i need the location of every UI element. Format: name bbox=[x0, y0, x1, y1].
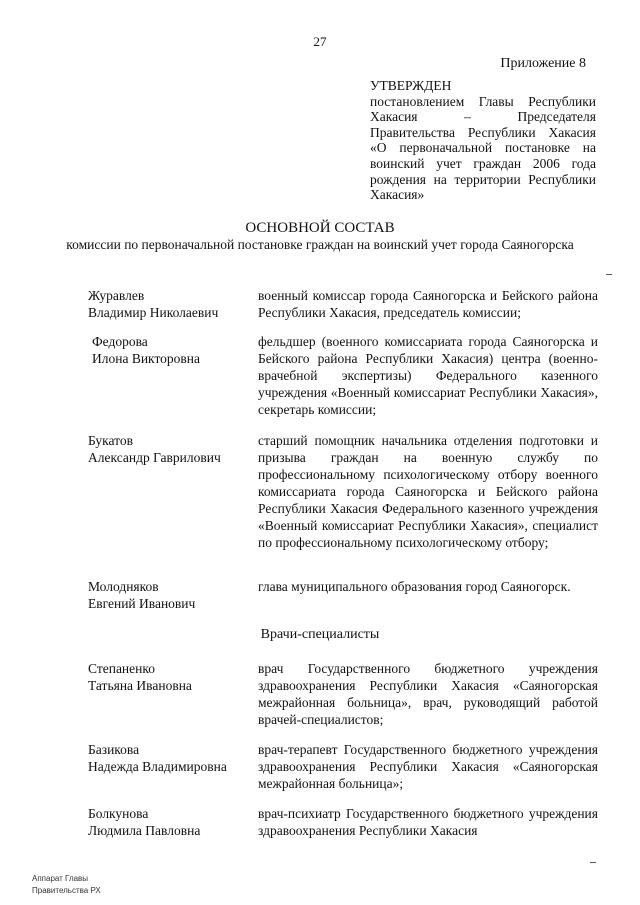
footer-stamp bbox=[32, 873, 101, 897]
member-surname: Молодняков bbox=[88, 579, 159, 594]
doctor-name bbox=[88, 660, 258, 694]
doctor-surname: Базикова bbox=[88, 742, 140, 757]
member-given-names: Евгений Иванович bbox=[88, 596, 196, 611]
member-role: фельдшер (военного комиссариата города Саяногорска и Бейского района Республики Хакасия) центра (военно-врачебной экспертизы) Федерального казенного учреждения «Военный комиссариат Республики Хакасия», секретарь комиссии; bbox=[258, 334, 598, 417]
member-given-names: Александр Гаврилович bbox=[88, 450, 221, 465]
member-role: военный комиссар города Саяногорска и Бейского района Республики Хакасия, председатель комиссии; bbox=[258, 288, 598, 320]
footer-stamp-line: Правительства РХ bbox=[32, 886, 101, 895]
doctor-surname: Степаненко bbox=[88, 661, 155, 676]
member-given-names: Владимир Николаевич bbox=[88, 305, 219, 320]
doctor-role: врач-терапевт Государственного бюджетного учреждения здравоохранения Республики Хакасия «Саяногорская межрайонная больница»; bbox=[258, 742, 598, 791]
document-subtitle: комиссии по первоначальной постановке граждан на воинский учет города Саяногорска bbox=[66, 237, 574, 252]
doctor-row bbox=[88, 805, 598, 845]
approved-word: УТВЕРЖДЕН bbox=[370, 78, 452, 93]
member-name bbox=[88, 432, 258, 466]
page-number: 27 bbox=[313, 34, 327, 49]
member-surname: Журавлев bbox=[88, 288, 145, 303]
member-role: глава муниципального образования город Саяногорск. bbox=[258, 579, 571, 594]
member-name bbox=[92, 333, 262, 367]
footer-stamp-line: Аппарат Главы bbox=[32, 874, 89, 883]
approval-block bbox=[370, 78, 596, 203]
doctor-row bbox=[88, 741, 598, 796]
member-row bbox=[92, 333, 602, 443]
document-title: ОСНОВНОЙ СОСТАВ bbox=[245, 220, 395, 236]
doctor-name bbox=[88, 741, 258, 775]
member-surname: Букатов bbox=[88, 433, 134, 448]
doctor-role: врач-психиатр Государственного бюджетного учреждения здравоохранения Республики Хакасия bbox=[258, 806, 598, 838]
doctor-role: врач Государственного бюджетного учреждения здравоохранения Республики Хакасия «Саяногорская межрайонная больница», врач, руководящий работой врачей-специалистов; bbox=[258, 661, 598, 727]
member-role: старший помощник начальника отделения подготовки и призыва граждан на военную службу по профессиональному психологическому отбору военного комиссариата города Саяногорска и Бейского района Республики Хакасия Федерального казенного учреждения «Военный комиссариат Республики Хакасия», специалист по профессиональному психологическому отбору; bbox=[258, 433, 598, 550]
member-row bbox=[88, 287, 598, 327]
member-row bbox=[88, 432, 598, 572]
member-row bbox=[88, 578, 598, 618]
doctor-surname: Болкунова bbox=[88, 806, 149, 821]
scan-mark bbox=[590, 862, 596, 863]
scan-mark bbox=[606, 274, 612, 275]
doctor-given-names: Надежда Владимировна bbox=[88, 759, 227, 774]
member-surname: Федорова bbox=[92, 334, 148, 349]
doctor-given-names: Людмила Павловна bbox=[88, 823, 201, 838]
doctor-row bbox=[88, 660, 598, 730]
appendix-label: Приложение 8 bbox=[500, 56, 586, 71]
doctor-name bbox=[88, 805, 258, 839]
section-heading: Врачи-специалисты bbox=[260, 627, 380, 642]
member-name bbox=[88, 578, 258, 612]
approval-text: постановлением Главы Республики Хакасия – Председателя Правительства Республики Хакасия «О первоначальной постановке на воинский учет граждан 2006 года рождения на территории Республики Хакасия» bbox=[370, 93, 596, 203]
member-name bbox=[88, 287, 258, 321]
doctor-given-names: Татьяна Ивановна bbox=[88, 678, 192, 693]
member-given-names: Илона Викторовна bbox=[92, 351, 200, 366]
